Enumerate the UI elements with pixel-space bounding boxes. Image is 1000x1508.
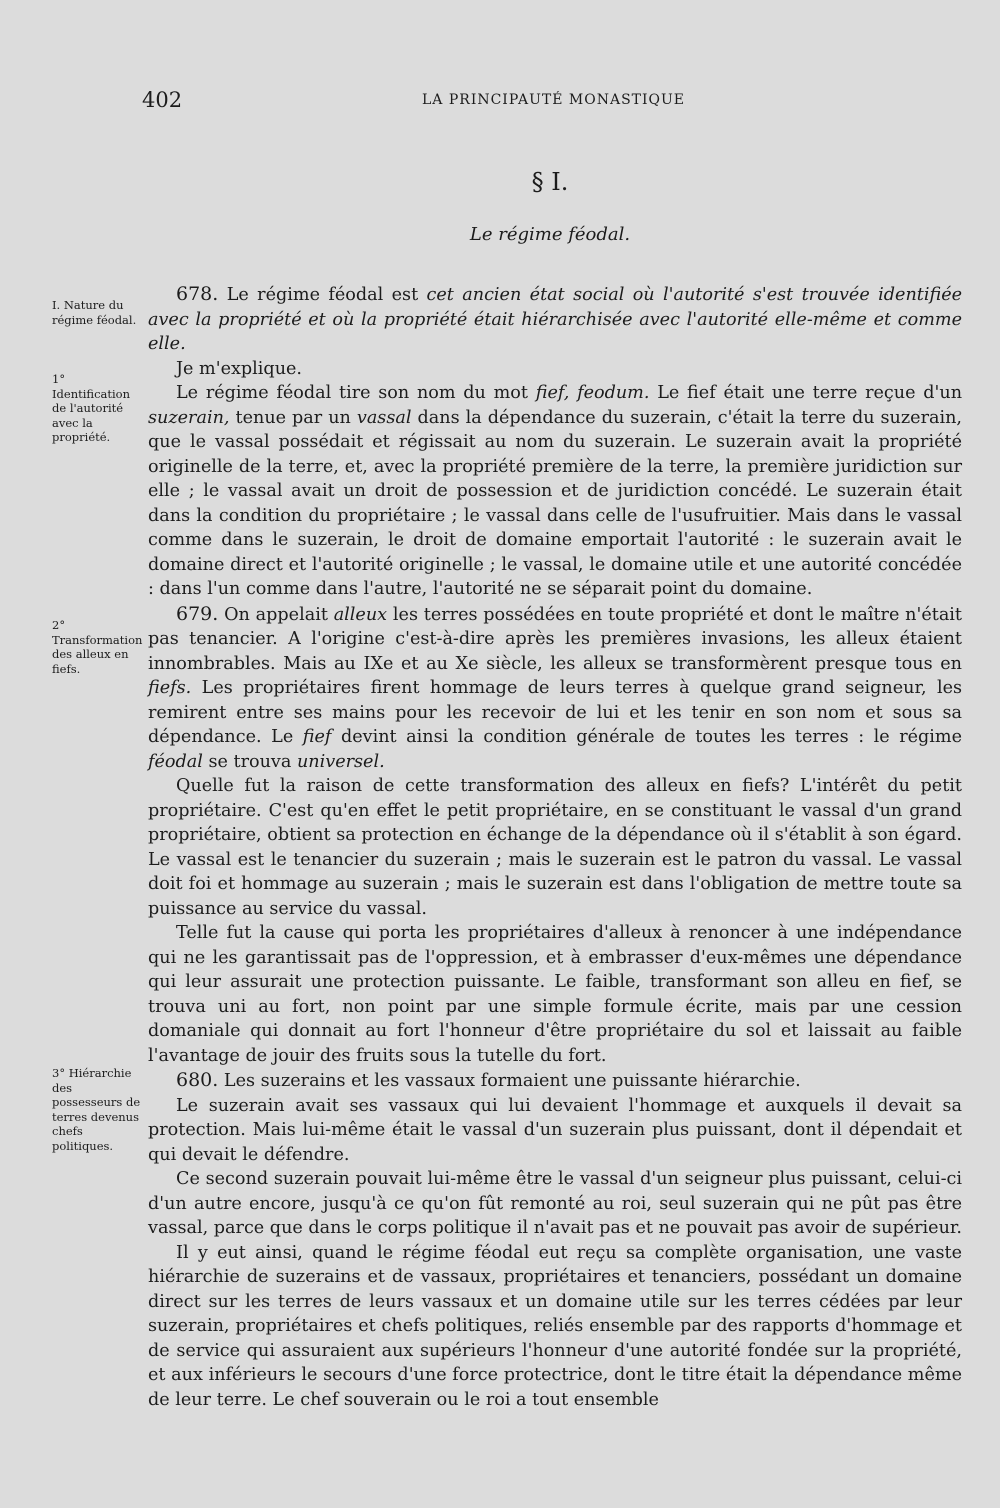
sidenote-nature: I. Nature du régime féodal. xyxy=(52,298,137,327)
text-run: Les propriétaires firent hommage de leurs terres à quelque grand seigneur, les remirent entre ses mains pour les recevoir de lui et les tenir en son nom et sous sa dépendance. Le xyxy=(148,678,963,747)
text-run: se trouva xyxy=(208,751,292,772)
paragraph-quelle: Quelle fut la raison de cette transformation des alleux en fiefs? L'intérêt du petit propriétaire. C'est qu'en effet le petit propriétaire, en se constituant le vassal d'un grand propriétaire, obtient sa protection en échange de la dépendance où il s'établit à son égard. Le vassal est le tenancier du suzerain ; mais le suzerain est le patron du vassal. Le vassal doit foi et hommage au suzerain ; mais le suzerain est dans l'obligation de mettre toute sa puissance au service du vassal. xyxy=(148,776,962,919)
section-mark: § I. xyxy=(531,168,569,196)
sidenote-hierarchie: 3° Hiérarchie des possesseurs de terres devenus chefs politiques. xyxy=(52,1066,141,1153)
text-run: Le régime féodal est xyxy=(226,285,419,305)
paragraph-second: Ce second suzerain pouvait lui-même être le vassal d'un seigneur plus puissant, celui-ci d'un autre encore, jusqu'à ce qu'on fût remonté au roi, seul suzerain qui ne pût pas être vassal, parce que dans le corps politique il n'avait pas et ne pouvait pas avoir de supérieur. xyxy=(148,1169,962,1238)
italic-term: féodal xyxy=(148,751,203,772)
page-header xyxy=(140,88,960,118)
italic-term: universel. xyxy=(296,751,385,772)
paragraph-ainsi: Il y eut ainsi, quand le régime féodal eut reçu sa complète organisation, une vaste hiérarchie de suzerains et de vassaux, propriétaires et tenanciers, possédant un domaine direct sur les terres de leurs vassaux et un domaine utile sur les terres cédées par leur suzerain, propriétaires et chefs politiques, reliés ensemble par des rapports d'hommage et de service qui assuraient aux supérieurs l'honneur d'une autorité fondée sur la propriété, et aux inférieurs le secours d'une force protectrice, dont le titre était la dépendance même de leur terre. Le chef souverain ou le roi a tout ensemble xyxy=(148,1242,962,1410)
paragraph-explique: Je m'explique. xyxy=(176,358,303,379)
body-text xyxy=(148,282,962,1412)
paragraph-fief xyxy=(148,381,962,602)
paragraph-number: 680. xyxy=(176,1069,219,1091)
text-run: Le fief était une terre reçue d'un xyxy=(657,383,963,403)
text-run: devint ainsi la condition générale de toutes les terres : le régime xyxy=(340,727,963,747)
page-number: 402 xyxy=(142,88,183,112)
italic-term: suzerain, xyxy=(148,407,230,428)
italic-term: fief, feodum. xyxy=(535,383,650,403)
italic-term: fiefs. xyxy=(148,678,192,698)
text-run: Les suzerains et les vassaux formaient une puissante hiérarchie. xyxy=(223,1071,801,1091)
paragraph-number: 678. xyxy=(176,283,219,305)
paragraph-678 xyxy=(148,282,962,357)
italic-definition: cet ancien état social où l'autorité s'est trouvée identifiée avec la propriété et où la propriété était hiérarchisée avec l'autorité elle-même et comme elle. xyxy=(148,285,963,354)
paragraph-telle: Telle fut la cause qui porta les propriétaires d'alleux à renoncer à une indépendance qui ne les garantissait pas de l'oppression, et à embrasser d'eux-mêmes une dépendance qui leur assurait une protection puissante. Le faible, transformant son alleu en fief, se trouva uni au fort, non point par une simple formule écrite, mais par une cession domaniale qui donnait au fort l'honneur d'être propriétaire du sol et laissait au faible l'avantage de jouir des fruits sous la tutelle du fort. xyxy=(148,923,962,1066)
text-run: Le régime féodal tire son nom du mot xyxy=(176,383,528,403)
italic-term: alleux xyxy=(333,604,388,625)
running-head: LA PRINCIPAUTÉ MONASTIQUE xyxy=(422,92,686,108)
text-run: On appelait xyxy=(224,604,328,625)
text-run: dans la dépendance du suzerain, c'était la terre du suzerain, que le vassal possédait et régissait au nom du suzerain. Le suzerain avait la propriété originelle de la terre, et, avec la propriété première de la terre, la première juridiction sur elle ; le vassal avait un droit de possession et de juridiction concédé. Le suzerain était dans la condition du propriétaire ; le vassal dans celle de l'usufruitier. Mais dans le vassal comme dans le suzerain, le droit de domaine emportait l'autorité : le suzerain avait le domaine direct et l'autorité originelle ; le vassal, le domaine utile et une autorité concédée : dans l'un comme dans l'autre, l'autorité ne se séparait point du domaine. xyxy=(148,407,963,599)
italic-term: vassal xyxy=(356,407,412,428)
paragraph-679 xyxy=(148,602,962,775)
paragraph-680 xyxy=(148,1068,962,1094)
sidenote-transformation: 2° Transformation des alleux en fiefs. xyxy=(52,618,143,676)
paragraph-number: 679. xyxy=(176,602,219,625)
section-title: Le régime féodal. xyxy=(469,224,631,245)
text-run: les terres possédées en toute propriété et dont le maître n'était pas tenancier. A l'origine c'est-à-dire après les premières invasions, les alleux étaient innombrables. Mais au IXe et au Xe siècle, les alleux se transformèrent presque tous en xyxy=(148,604,963,674)
text-run: tenue par un xyxy=(235,407,351,428)
sidenote-identification: 1° Identification de l'autorité avec la propriété. xyxy=(52,372,131,444)
italic-term: fief xyxy=(302,727,332,747)
paragraph-suzerain: Le suzerain avait ses vassaux qui lui devaient l'hommage et auxquels il devait sa protection. Mais lui-même était le vassal d'un suzerain plus puissant, dont il dépendait et qui devait le défendre. xyxy=(148,1095,962,1165)
